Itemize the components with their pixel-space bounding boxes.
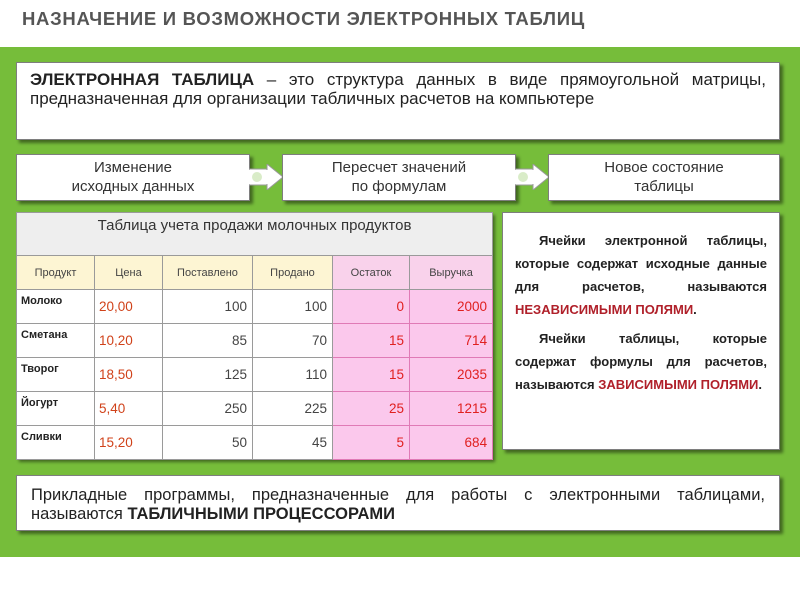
sales-table: [16, 212, 493, 460]
definition-term: ЭЛЕКТРОННАЯ ТАБЛИЦА: [30, 70, 255, 89]
explanation-text: .: [758, 377, 762, 392]
step-recalculate: [282, 154, 516, 201]
table-row: [17, 392, 493, 426]
definition-text: – это структура данных в виде прямоугольной матрицы, предназначенная для организации табличных расчетов на компьютере: [30, 70, 766, 108]
table-row: [17, 324, 493, 358]
sold-cell: 110: [253, 358, 333, 392]
product-cell: Молоко: [17, 290, 95, 324]
page-title: НАЗНАЧЕНИЕ И ВОЗМОЖНОСТИ ЭЛЕКТРОННЫХ ТАБЛИЦ: [22, 8, 585, 29]
content-panel: [0, 47, 800, 557]
independent-fields-term: НЕЗАВИСИМЫМИ ПОЛЯМИ: [515, 302, 694, 317]
column-header: Продукт: [17, 256, 95, 290]
step-line: исходных данных: [71, 178, 195, 195]
price-cell: 18,50: [95, 358, 163, 392]
price-cell: 15,20: [95, 426, 163, 460]
column-header: Продано: [253, 256, 333, 290]
sold-cell: 225: [253, 392, 333, 426]
processors-box: [16, 475, 780, 531]
rest-cell: 0: [333, 290, 410, 324]
explanation-text: .: [693, 302, 697, 317]
column-header: Поставлено: [163, 256, 253, 290]
product-cell: Йогурт: [17, 392, 95, 426]
price-cell: 20,00: [95, 290, 163, 324]
definition-box: [16, 62, 780, 140]
price-cell: 10,20: [95, 324, 163, 358]
rest-cell: 15: [333, 358, 410, 392]
price-cell: 5,40: [95, 392, 163, 426]
processors-text: Прикладные программы, предназначенные для работы с электронными таблицами, называются: [31, 486, 765, 523]
supplied-cell: 50: [163, 426, 253, 460]
arrow-right-icon: [249, 164, 283, 190]
step-new-state: [548, 154, 780, 201]
processors-term: ТАБЛИЧНЫМИ ПРОЦЕССОРАМИ: [127, 505, 396, 523]
column-header: Выручка: [410, 256, 493, 290]
independent-fields-paragraph: [515, 229, 767, 321]
rest-cell: 15: [333, 324, 410, 358]
product-cell: Сливки: [17, 426, 95, 460]
table-header-row: [17, 256, 493, 290]
supplied-cell: 85: [163, 324, 253, 358]
table-row: [17, 290, 493, 324]
column-header: Цена: [95, 256, 163, 290]
sold-cell: 70: [253, 324, 333, 358]
table-row: [17, 426, 493, 460]
supplied-cell: 250: [163, 392, 253, 426]
product-cell: Сметана: [17, 324, 95, 358]
revenue-cell: 2000: [410, 290, 493, 324]
product-cell: Творог: [17, 358, 95, 392]
revenue-cell: 714: [410, 324, 493, 358]
explanation-text: Ячейки таблицы, которые содержат формулы для расчетов, называются: [515, 331, 767, 392]
supplied-cell: 100: [163, 290, 253, 324]
step-change-input: [16, 154, 250, 201]
step-line: Изменение: [94, 159, 172, 176]
arrow-right-icon: [515, 164, 549, 190]
revenue-cell: 684: [410, 426, 493, 460]
step-line: Новое состояние: [604, 159, 724, 176]
supplied-cell: 125: [163, 358, 253, 392]
dependent-fields-term: ЗАВИСИМЫМИ ПОЛЯМИ: [598, 377, 759, 392]
explanation-box: [502, 212, 780, 450]
sold-cell: 45: [253, 426, 333, 460]
rest-cell: 25: [333, 392, 410, 426]
revenue-cell: 2035: [410, 358, 493, 392]
table-row: [17, 358, 493, 392]
rest-cell: 5: [333, 426, 410, 460]
revenue-cell: 1215: [410, 392, 493, 426]
column-header: Остаток: [333, 256, 410, 290]
dependent-fields-paragraph: [515, 327, 767, 396]
sales-table-container: [16, 212, 492, 459]
step-line: таблицы: [634, 178, 694, 195]
step-line: Пересчет значений: [331, 159, 467, 176]
table-caption: Таблица учета продажи молочных продуктов: [17, 213, 493, 256]
explanation-text: Ячейки электронной таблицы, которые содержат исходные данные для расчетов, называются: [515, 233, 767, 294]
sold-cell: 100: [253, 290, 333, 324]
step-line: по формулам: [351, 178, 447, 195]
